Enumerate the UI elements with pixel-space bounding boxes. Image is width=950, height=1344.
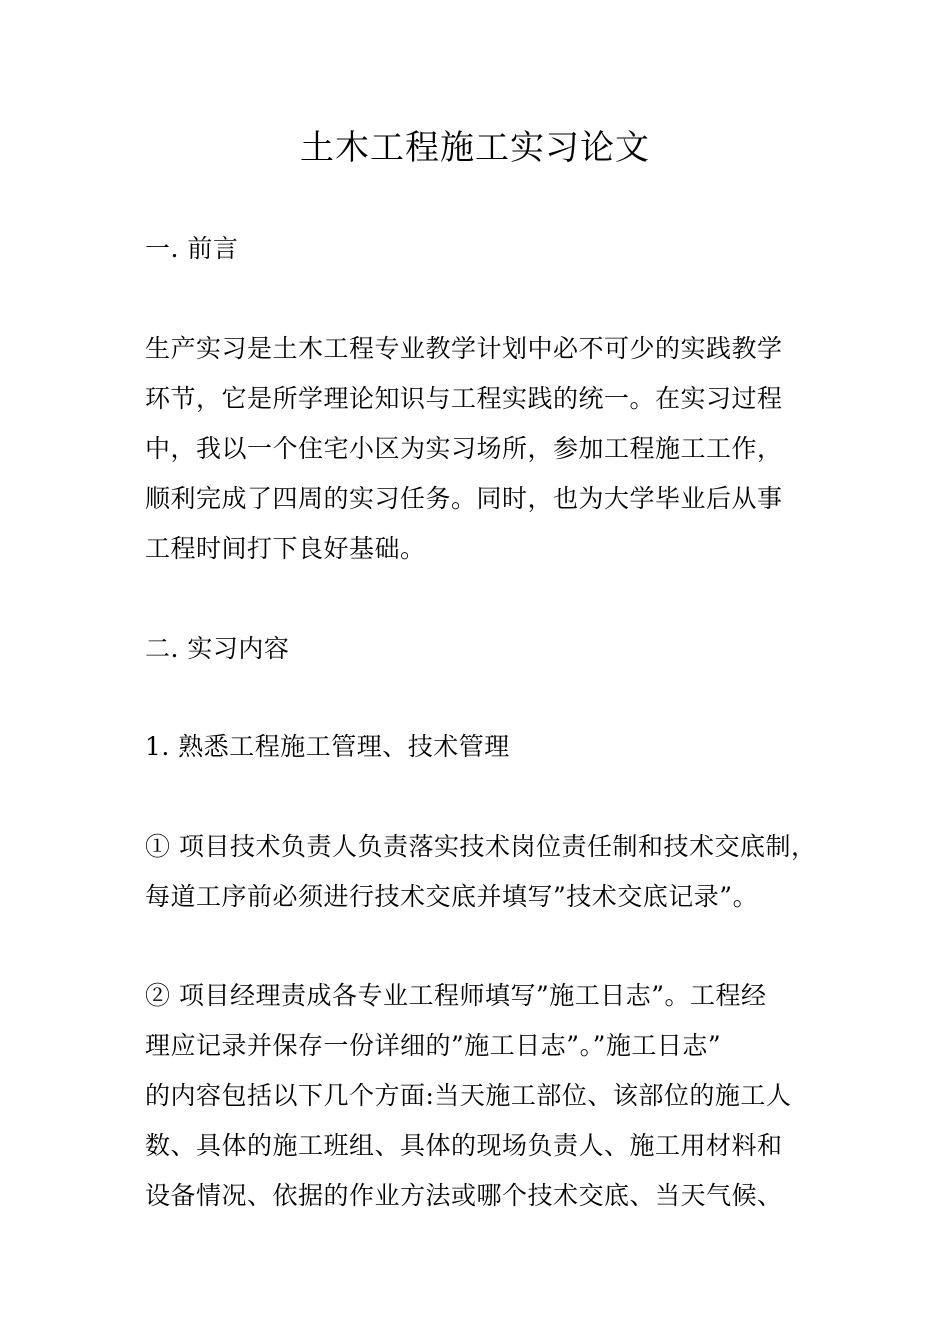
paragraph-line: 的内容包括以下几个方面:当天施工部位、该部位的施工人 [145,1081,792,1110]
heading-text: 二. 实习内容 [145,634,290,663]
paragraph-line: ② 项目经理责成各专业工程师填写”施工日志”。工程经 [145,981,767,1010]
paragraph-line: 数、具体的施工班组、具体的现场负责人、施工用材料和 [145,1131,783,1160]
list-item-construction-log [145,971,835,1221]
paragraph-preface [145,324,835,574]
paragraph-line: 顺利完成了四周的实习任务。同时，也为大学毕业后从事 [145,484,783,513]
heading-text: 一. 前言 [145,234,239,263]
paragraph-line: 设备情况、依据的作业方法或哪个技术交底、当天气候、 [145,1181,783,1210]
list-item-technical-briefing [145,822,835,922]
document-title: 土木工程施工实习论文 [300,128,650,168]
paragraph-line: 每道工序前必须进行技术交底并填写”技术交底记录”。 [145,882,759,911]
paragraph-line: 环节，它是所学理论知识与工程实践的统一。在实习过程 [145,384,783,413]
paragraph-line: 工程时间打下良好基础。 [145,534,426,563]
subsection-heading-management [145,722,835,772]
paragraph-line: ① 项目技术负责人负责落实技术岗位责任制和技术交底制， [145,832,817,861]
heading-text: 1. 熟悉工程施工管理、技术管理 [145,732,510,761]
section-heading-preface [145,224,835,274]
paragraph-line: 生产实习是土木工程专业教学计划中必不可少的实践教学 [145,334,783,363]
paragraph-line: 中，我以一个住宅小区为实习场所，参加工程施工工作， [145,434,783,463]
section-heading-content [145,624,835,674]
paragraph-line: 理应记录并保存一份详细的”施工日志”。”施工日志” [145,1031,722,1060]
